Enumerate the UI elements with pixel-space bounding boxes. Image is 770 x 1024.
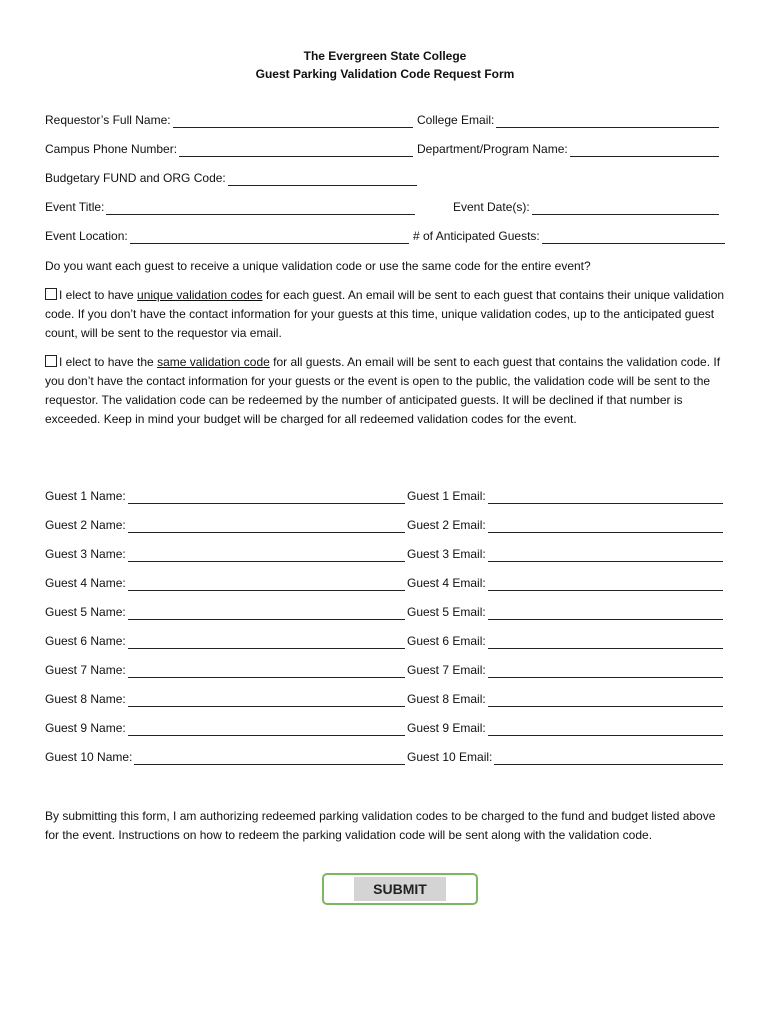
guest-row <box>45 604 728 620</box>
event-location-line[interactable] <box>130 231 409 244</box>
guest-row <box>45 691 728 707</box>
guest-name-field[interactable] <box>45 662 405 678</box>
guest-name-line[interactable] <box>128 578 405 591</box>
guest-row <box>45 720 728 736</box>
option-same-paragraph <box>45 353 727 429</box>
requestor-row-1 <box>45 112 728 128</box>
budget-code-line[interactable] <box>228 173 417 186</box>
campus-phone-line[interactable] <box>179 144 413 157</box>
guest-name-label: Guest 4 Name: <box>45 576 126 590</box>
guest-email-label: Guest 10 Email: <box>407 750 493 764</box>
guest-row <box>45 546 728 562</box>
guest-email-line[interactable] <box>494 752 723 765</box>
guest-email-line[interactable] <box>488 665 723 678</box>
option-same-underlined: same validation code <box>157 355 270 369</box>
guest-email-line[interactable] <box>488 578 723 591</box>
anticipated-guests-field[interactable] <box>413 228 725 244</box>
guest-name-field[interactable] <box>45 488 405 504</box>
guest-email-label: Guest 5 Email: <box>407 605 486 619</box>
event-dates-field[interactable] <box>453 199 719 215</box>
submit-button-frame <box>322 873 478 905</box>
guest-email-label: Guest 4 Email: <box>407 576 486 590</box>
guest-email-field[interactable] <box>407 662 723 678</box>
guest-name-field[interactable] <box>45 691 405 707</box>
same-code-checkbox[interactable] <box>45 355 57 367</box>
guest-name-line[interactable] <box>128 549 405 562</box>
guest-name-field[interactable] <box>45 749 405 765</box>
option-unique-text: for each guest. An email will be sent to each guest that contains their unique validation code. If you don’t have the contact information for your guests at this time, unique validation codes, up to the anticipated guest count, will be sent to the requestor via email. <box>45 288 725 340</box>
guest-email-line[interactable] <box>488 607 723 620</box>
guest-row <box>45 517 728 533</box>
campus-phone-field[interactable] <box>45 141 413 157</box>
department-label: Department/Program Name: <box>417 142 568 156</box>
guest-email-label: Guest 1 Email: <box>407 489 486 503</box>
guest-row <box>45 749 728 765</box>
campus-phone-label: Campus Phone Number: <box>45 142 178 156</box>
guest-name-field[interactable] <box>45 720 405 736</box>
guest-email-line[interactable] <box>488 636 723 649</box>
guest-email-field[interactable] <box>407 575 723 591</box>
guest-name-field[interactable] <box>45 546 405 562</box>
guest-name-line[interactable] <box>128 607 405 620</box>
college-email-label: College Email: <box>417 113 495 127</box>
guest-name-label: Guest 7 Name: <box>45 663 126 677</box>
guest-email-field[interactable] <box>407 604 723 620</box>
event-location-label: Event Location: <box>45 229 128 243</box>
guest-name-line[interactable] <box>128 491 405 504</box>
college-email-field[interactable] <box>417 112 719 128</box>
guest-name-line[interactable] <box>134 752 405 765</box>
guest-name-field[interactable] <box>45 517 405 533</box>
guest-name-label: Guest 5 Name: <box>45 605 126 619</box>
guest-email-line[interactable] <box>488 549 723 562</box>
guest-row <box>45 662 728 678</box>
event-title-label: Event Title: <box>45 200 105 214</box>
guest-email-line[interactable] <box>488 491 723 504</box>
guest-name-line[interactable] <box>128 665 405 678</box>
guest-name-label: Guest 10 Name: <box>45 750 133 764</box>
requestor-name-label: Requestor’s Full Name: <box>45 113 171 127</box>
option-unique-paragraph <box>45 286 727 343</box>
option-unique-prefix: I elect to have <box>59 288 138 302</box>
guest-email-field[interactable] <box>407 546 723 562</box>
form-title: Guest Parking Validation Code Request Form <box>255 67 515 81</box>
event-row-1 <box>45 199 728 215</box>
requestor-row-2 <box>45 141 728 157</box>
budget-code-field[interactable] <box>45 170 417 186</box>
guest-email-field[interactable] <box>407 633 723 649</box>
guest-name-label: Guest 1 Name: <box>45 489 126 503</box>
guest-email-field[interactable] <box>407 720 723 736</box>
anticipated-guests-label: # of Anticipated Guests: <box>413 229 540 243</box>
guest-email-field[interactable] <box>407 691 723 707</box>
guest-row <box>45 633 728 649</box>
option-same-text: for all guests. An email will be sent to each guest that contains the validation code. If you don’t have the contact information for your guests or the event is open to the public, the validation code will be sent to the requestor. The validation code can be redeemed by the number of anticipated guests. It will be declined if that number is exceeded. Keep in mind your budget will be charged for all redeemed validation codes for the event. <box>45 355 721 426</box>
requestor-name-field[interactable] <box>45 112 413 128</box>
department-line[interactable] <box>570 144 719 157</box>
guest-name-label: Guest 3 Name: <box>45 547 126 561</box>
department-field[interactable] <box>417 141 719 157</box>
guest-name-label: Guest 8 Name: <box>45 692 126 706</box>
guest-name-line[interactable] <box>128 636 405 649</box>
guest-name-field[interactable] <box>45 604 405 620</box>
college-email-line[interactable] <box>496 115 719 128</box>
guest-row <box>45 575 728 591</box>
option-same-prefix: I elect to have the <box>59 355 158 369</box>
guest-name-field[interactable] <box>45 575 405 591</box>
unique-codes-checkbox[interactable] <box>45 288 57 300</box>
requestor-name-line[interactable] <box>173 115 413 128</box>
event-dates-label: Event Date(s): <box>453 200 530 214</box>
guest-name-label: Guest 2 Name: <box>45 518 126 532</box>
guest-email-label: Guest 2 Email: <box>407 518 486 532</box>
guest-email-field[interactable] <box>407 749 723 765</box>
guest-name-field[interactable] <box>45 633 405 649</box>
guest-name-line[interactable] <box>128 723 405 736</box>
anticipated-guests-line[interactable] <box>542 231 725 244</box>
college-name: The Evergreen State College <box>303 49 467 63</box>
guest-email-label: Guest 3 Email: <box>407 547 486 561</box>
code-type-question: Do you want each guest to receive a unique validation code or use the same code for the entire event? <box>45 259 591 273</box>
guest-email-label: Guest 6 Email: <box>407 634 486 648</box>
guest-email-label: Guest 7 Email: <box>407 663 486 677</box>
guest-email-line[interactable] <box>488 520 723 533</box>
guest-email-label: Guest 9 Email: <box>407 721 486 735</box>
budget-code-label: Budgetary FUND and ORG Code: <box>45 171 226 185</box>
event-title-line[interactable] <box>106 202 415 215</box>
event-location-field[interactable] <box>45 228 409 244</box>
guest-email-line[interactable] <box>488 694 723 707</box>
guest-name-label: Guest 6 Name: <box>45 634 126 648</box>
guest-email-field[interactable] <box>407 488 723 504</box>
guest-name-line[interactable] <box>128 520 405 533</box>
guest-name-line[interactable] <box>128 694 405 707</box>
option-unique-underlined: unique validation codes <box>137 288 263 302</box>
event-dates-line[interactable] <box>532 202 719 215</box>
submit-button[interactable]: SUBMIT <box>354 877 446 901</box>
guest-email-label: Guest 8 Email: <box>407 692 486 706</box>
event-row-2 <box>45 228 728 244</box>
guest-row <box>45 488 728 504</box>
guest-email-field[interactable] <box>407 517 723 533</box>
event-title-field[interactable] <box>45 199 415 215</box>
guest-email-line[interactable] <box>488 723 723 736</box>
authorization-statement: By submitting this form, I am authorizing redeemed parking validation codes to be charged to the fund and budget listed above for the event. Instructions on how to redeem the parking validation code will be sent along with the validation code. <box>45 809 716 842</box>
budget-row <box>45 170 728 186</box>
guest-name-label: Guest 9 Name: <box>45 721 126 735</box>
